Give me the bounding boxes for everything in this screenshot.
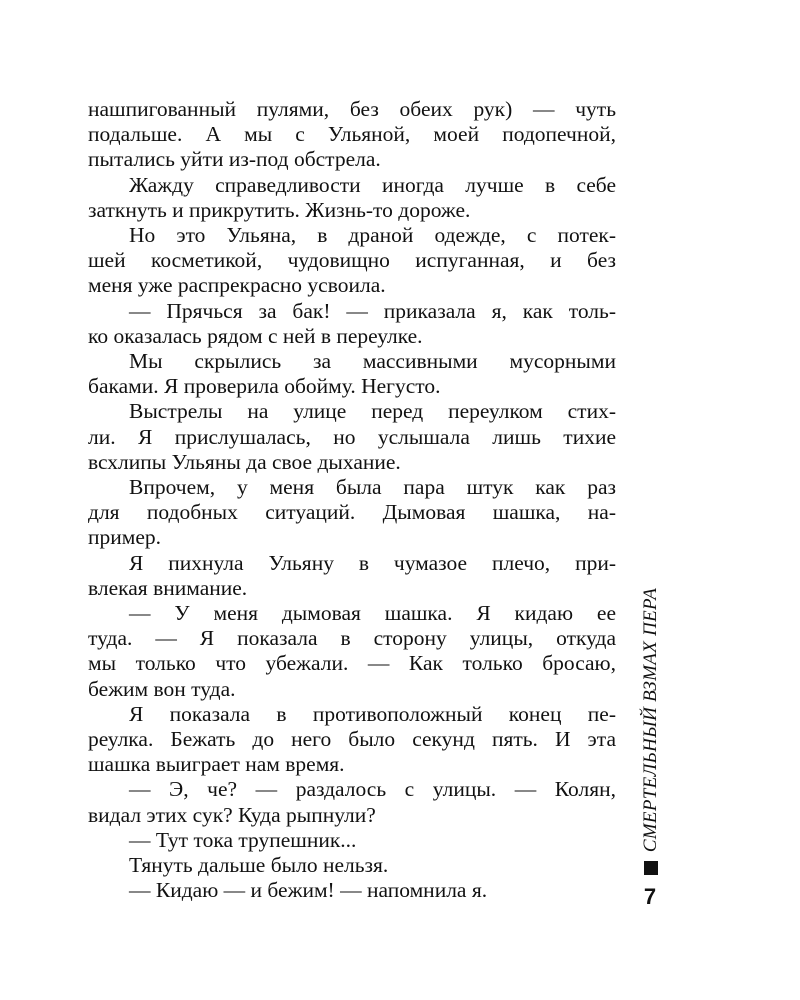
text-line: ли. Я прислушалась, но услышала лишь тихие — [88, 424, 616, 449]
text-line: мы только что убежали. — Как только бросаю, — [88, 651, 616, 676]
text-line: пытались уйти из-под обстрела. — [88, 147, 381, 172]
text-line: — Кидаю — и бежим! — напомнила я. — [129, 878, 488, 903]
text-line: всхлипы Ульяны да свое дыхание. — [88, 449, 401, 474]
text-line: Но это Ульяна, в драной одежде, с потек- — [129, 223, 616, 248]
text-line: реулка. Бежать до него было секунд пять. И эта — [88, 727, 616, 752]
text-line: заткнуть и прикрутить. Жизнь-то дороже. — [88, 197, 471, 222]
text-line: — У меня дымовая шашка. Я кидаю ее — [129, 601, 616, 626]
text-line: Мы скрылись за массивными мусорными — [129, 349, 616, 374]
text-line: туда. — Я показала в сторону улицы, откуда — [88, 626, 616, 651]
text-line: подальше. А мы с Ульяной, моей подопечной, — [88, 122, 616, 147]
text-line: влекая внимание. — [88, 575, 248, 600]
body-text — [88, 97, 616, 904]
text-line: Я показала в противоположный конец пе- — [129, 701, 616, 726]
text-line: шашка выиграет нам время. — [88, 752, 345, 777]
text-line: для подобных ситуаций. Дымовая шашка, на- — [88, 500, 616, 525]
running-title: СМЕРТЕЛЬНЫЙ ВЗМАХ ПЕРА — [640, 587, 661, 853]
text-line: Я пихнула Ульяну в чумазое плечо, при- — [129, 550, 616, 575]
square-marker-icon — [644, 861, 658, 875]
text-line: Тянуть дальше было нельзя. — [129, 853, 389, 878]
text-line: — Э, че? — раздалось с улицы. — Колян, — [129, 777, 616, 802]
text-line: видал этих сук? Куда рыпнули? — [88, 802, 376, 827]
text-line: меня уже распрекрасно усвоила. — [88, 273, 386, 298]
text-line: Жажду справедливости иногда лучше в себе — [129, 172, 616, 197]
text-line: Выстрелы на улице перед переулком стих- — [129, 399, 616, 424]
text-line: шей косметикой, чудовищно испуганная, и без — [88, 248, 616, 273]
text-line: пример. — [88, 525, 162, 550]
text-line: — Прячься за бак! — приказала я, как толь- — [129, 298, 616, 323]
text-line: бежим вон туда. — [88, 676, 236, 701]
text-line: баками. Я проверила обойму. Негусто. — [88, 374, 441, 399]
text-line: — Тут тока трупешник... — [129, 827, 357, 852]
text-line: Впрочем, у меня была пара штук как раз — [129, 475, 616, 500]
page-number: 7 — [643, 884, 657, 909]
text-line: нашпигованный пулями, без обеих рук) — чуть — [88, 97, 616, 121]
text-line: ко оказалась рядом с ней в переулке. — [88, 323, 423, 348]
